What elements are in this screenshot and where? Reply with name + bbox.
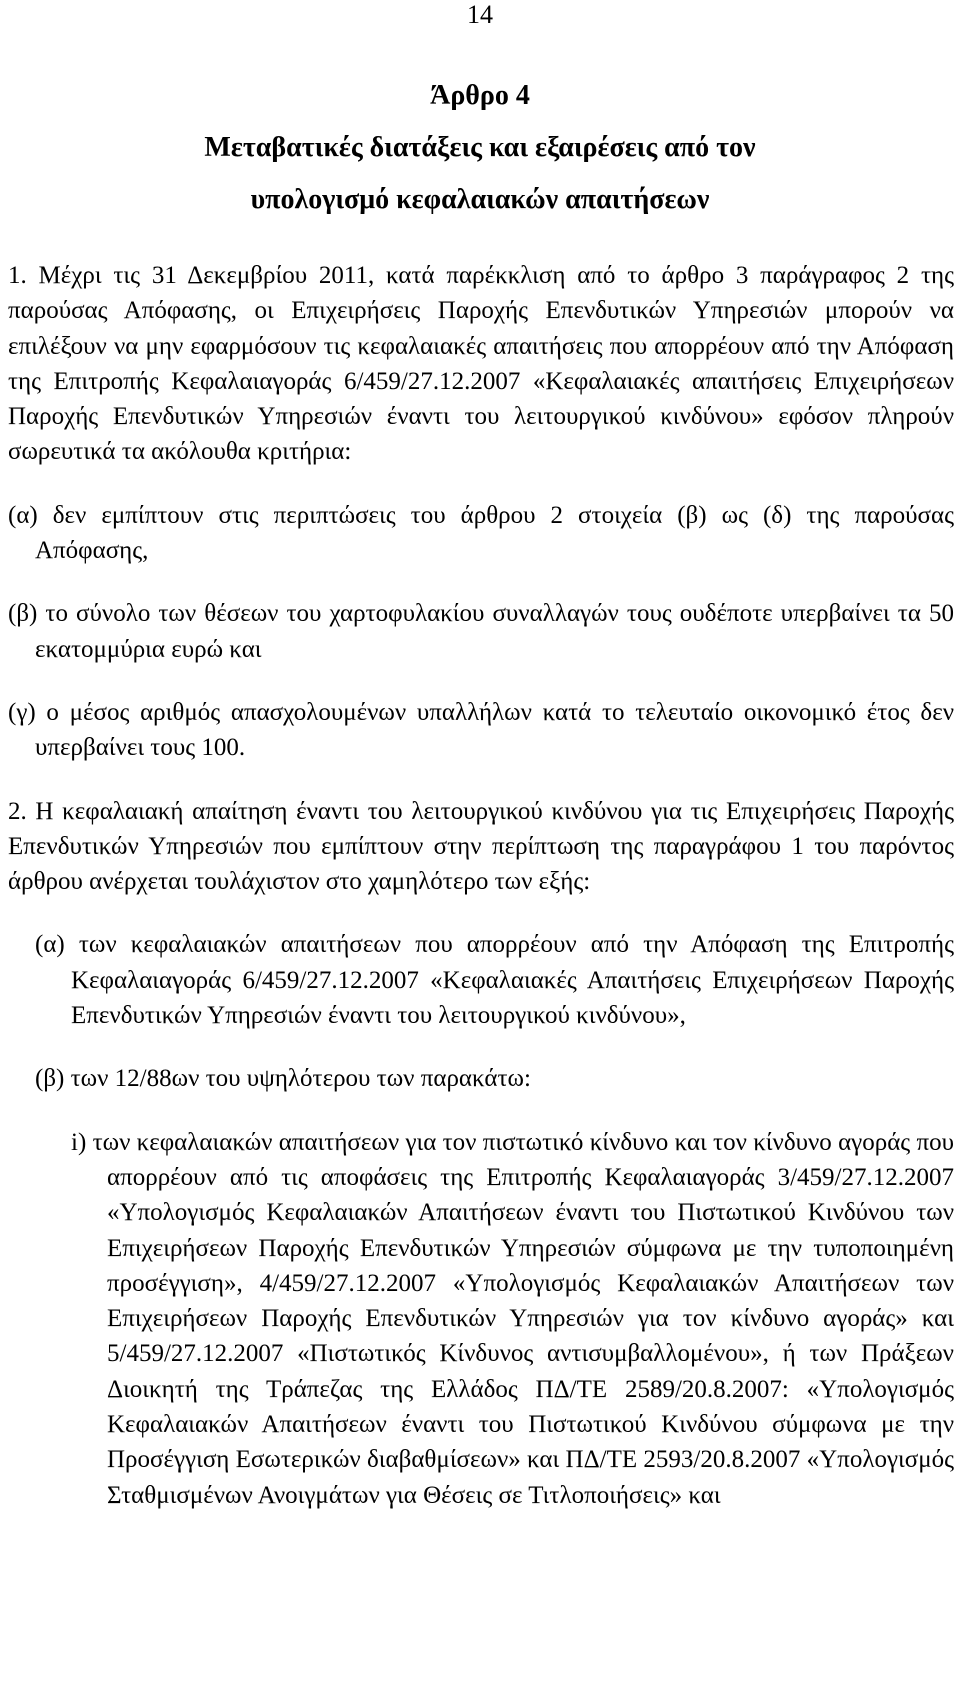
document-body (8, 258, 954, 1513)
paragraph-1-item-a: (α) δεν εμπίπτουν στις περιπτώσεις του άρθρου 2 στοιχεία (β) ως (δ) της παρούσας Απόφασης, (8, 501, 954, 565)
paragraph-2-item-b: (β) των 12/88ων του υψηλότερου των παρακάτω: (35, 1065, 531, 1093)
paragraph-1-item-b: (β) το σύνολο των θέσεων του χαρτοφυλακίου συναλλαγών τους ουδέποτε υπερβαίνει τα 50 εκατομμύρια ευρώ και (8, 600, 954, 663)
article-title-line-2: υπολογισμό κεφαλαιακών απαιτήσεων (250, 184, 710, 215)
article-title-line-1: Μεταβατικές διατάξεις και εξαιρέσεις από τον (204, 132, 756, 163)
page-number: 14 (467, 0, 493, 29)
paragraph-2-subitem-i: i) των κεφαλαιακών απαιτήσεων για τον πιστωτικό κίνδυνο και τον κίνδυνο αγοράς που απορρέουν από τις αποφάσεις της Επιτροπής Κεφαλαιαγοράς 3/459/27.12.2007 «Υπολογισμός Κεφαλαιακών Απαιτήσεων έναντι του Πιστωτικού Κινδύνου των Επιχειρήσεων Παροχής Επενδυτικών Υπηρεσιών σύμφωνα με την τυποποιημένη προσέγγιση», 4/459/27.12.2007 «Υπολογισμός Κεφαλαιακών Απαιτήσεων των Επιχειρήσεων Παροχής Επενδυτικών Υπηρεσιών για τον κίνδυνο αγοράς» και 5/459/27.12.2007 «Πιστωτικός Κίνδυνος αντισυμβαλλομένου», ή των Πράξεων Διοικητή της Τράπεζας της Ελλάδος ΠΔ/ΤΕ 2589/20.8.2007: «Υπολογισμός Κεφαλαιακών Απαιτήσεων έναντι του Πιστωτικού Κινδύνου σύμφωνα με την Προσέγγιση Εσωτερικών διαβαθμίσεων» και ΠΔ/ΤΕ 2593/20.8.2007 «Υπολογισμός Σταθμισμένων Ανοιγμάτων για Θέσεις σε Τιτλοποιήσεις» και (71, 1128, 954, 1509)
article-number: Άρθρο 4 (430, 80, 530, 111)
paragraph-2: 2. Η κεφαλαιακή απαίτηση έναντι του λειτουργικού κινδύνου για τις Επιχειρήσεις Παροχής Επενδυτικών Υπηρεσιών που εμπίπτουν στην περίπτωση της παραγράφου 1 του παρόντος άρθρου ανέρχεται τουλάχιστον στο χαμηλότερο των εξής: (8, 797, 954, 896)
paragraph-1: 1. Μέχρι τις 31 Δεκεμβρίου 2011, κατά παρέκκλιση από το άρθρο 3 παράγραφος 2 της παρούσας Απόφασης, οι Επιχειρήσεις Παροχής Επενδυτικών Υπηρεσιών μπορούν να επιλέξουν να μην εφαρμόσουν τις κεφαλαιακές απαιτήσεις που απορρέουν από την Απόφαση της Επιτροπής Κεφαλαιαγοράς 6/459/27.12.2007 «Κεφαλαιακές απαιτήσεις Επιχειρήσεων Παροχής Επενδυτικών Υπηρεσιών έναντι του λειτουργικού κινδύνου» εφόσον πληρούν σωρευτικά τα ακόλουθα κριτήρια: (8, 262, 954, 466)
paragraph-1-item-c: (γ) ο μέσος αριθμός απασχολουμένων υπαλλήλων κατά το τελευταίο οικονομικό έτος δεν υπερβαίνει τους 100. (8, 698, 954, 762)
paragraph-2-item-a: (α) των κεφαλαιακών απαιτήσεων που απορρέουν από την Απόφαση της Επιτροπής Κεφαλαιαγοράς 6/459/27.12.2007 «Κεφαλαιακές Απαιτήσεις Επιχειρήσεων Παροχής Επενδυτικών Υπηρεσιών έναντι του λειτουργικού κινδύνου», (35, 931, 954, 1030)
